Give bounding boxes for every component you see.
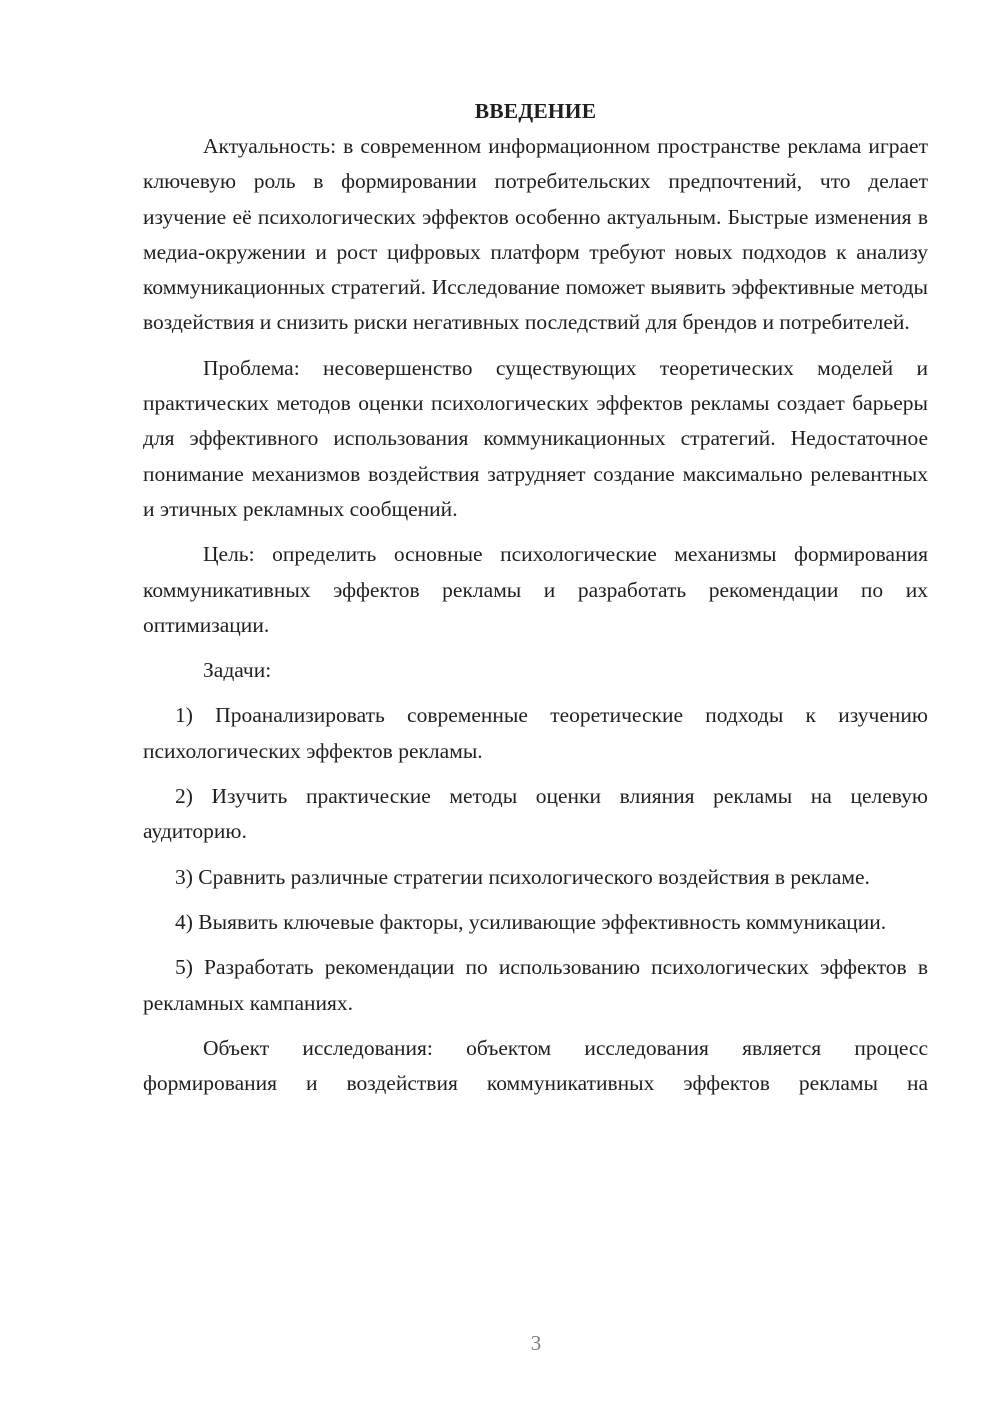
paragraph-object: Объект исследования: объектом исследования является процесс формирования и воздействия коммуникативных эффектов рекламы на xyxy=(143,1035,928,1096)
paragraph-problem: Проблема: несовершенство существующих теоретических моделей и практических методов оценки психологических эффектов рекламы создает барьеры для эффективного использования коммуникационных стратегий. Недостаточное понимание механизмов воздействия затрудняет создание максимально релевантных и этичных рекламных сообщений. xyxy=(143,355,928,521)
task-item: 3) Сравнить различные стратегии психологического воздействия в рекламе. xyxy=(175,864,870,889)
task-item: 5) Разработать рекомендации по использованию психологических эффектов в рекламных кампаниях. xyxy=(143,955,928,1015)
task-item: 2) Изучить практические методы оценки влияния рекламы на целевую аудиторию. xyxy=(143,784,928,844)
page-number: 3 xyxy=(530,1331,542,1355)
task-item: 1) Проанализировать современные теоретические подходы к изучению психологических эффектов рекламы. xyxy=(143,703,928,763)
section-heading: ВВЕДЕНИЕ xyxy=(474,99,597,123)
page-content xyxy=(143,94,928,1101)
tasks-label: Задачи: xyxy=(203,658,272,683)
paragraph-relevance: Актуальность: в современном информационном пространстве реклама играет ключевую роль в формировании потребительских предпочтений, что делает изучение её психологических эффектов особенно актуальным. Быстрые изменения в медиа-окружении и рост цифровых платформ требуют новых подходов к анализу коммуникационных стратегий. Исследование поможет выявить эффективные методы воздействия и снизить риски негативных последствий для брендов и потребителей. xyxy=(143,134,928,335)
task-item: 4) Выявить ключевые факторы, усиливающие эффективность коммуникации. xyxy=(175,909,887,934)
paragraph-goal: Цель: определить основные психологические механизмы формирования коммуникативных эффектов рекламы и разработать рекомендации по их оптимизации. xyxy=(143,542,928,637)
